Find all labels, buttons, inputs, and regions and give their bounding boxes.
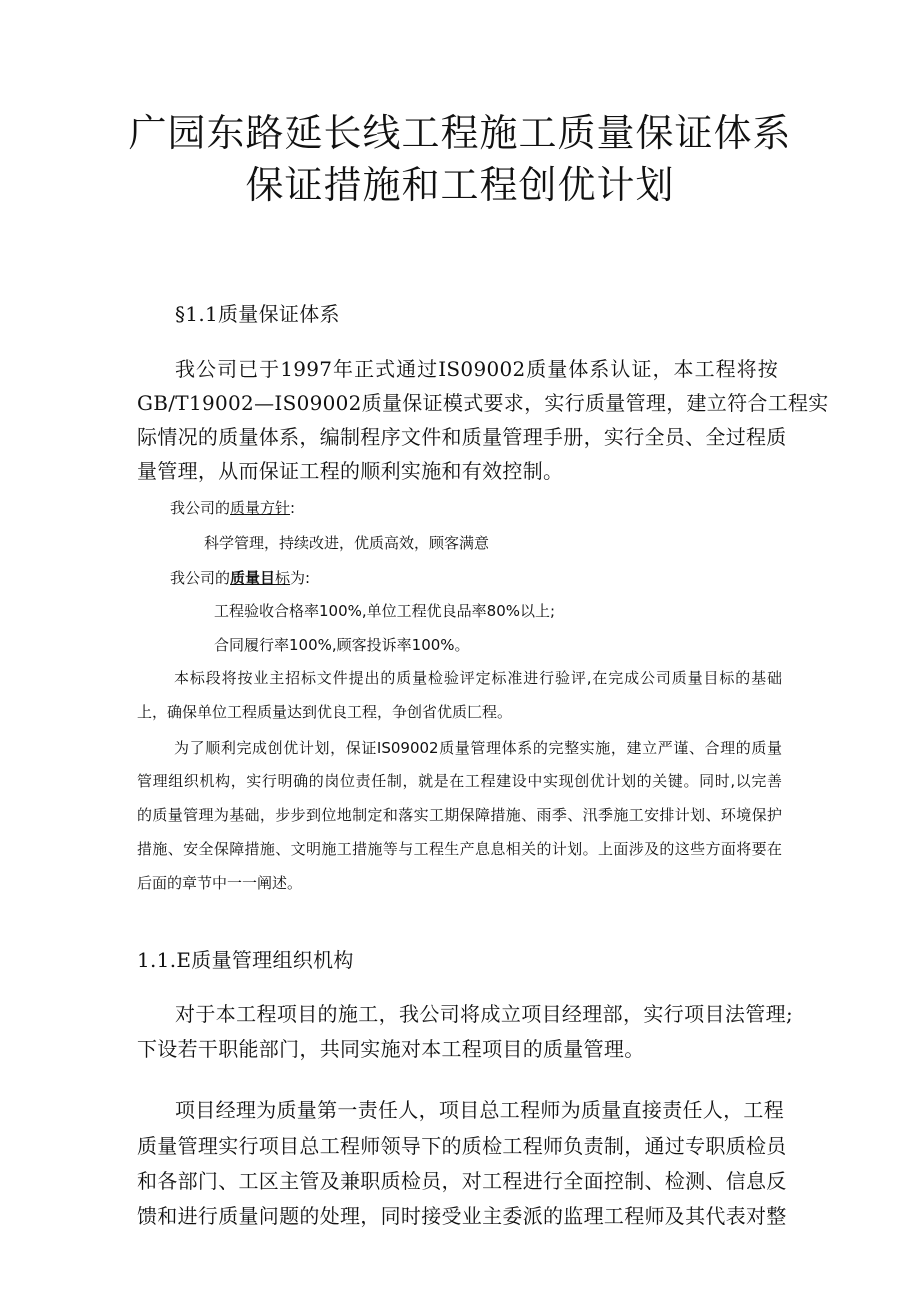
paragraph-line: 质量管理实行项目总工程师领导下的质检工程师负责制，通过专职质检员: [137, 1134, 787, 1158]
paragraph-line: 的质量管理为基础，步步到位地制定和落实工期保障措施、雨季、汛季施工安排计划、环境保护: [137, 806, 782, 824]
quality-policy-text: 科学管理，持续改进，优质高效，顾客满意: [204, 534, 490, 552]
quality-goal-label: 我公司的质量目标为:: [170, 569, 311, 587]
section-heading-1-1-e: 1.1.E质量管理组织机构: [137, 948, 354, 972]
quality-goal-item: 合同履行率100%,顾客投诉率100%。: [214, 636, 470, 654]
paragraph-line: 我公司已于1997年正式通过IS09002质量体系认证，本工程将按: [175, 357, 778, 381]
paragraph-line: 管理组织机构，实行明确的岗位责任制，就是在工程建设中实现创优计划的关键。同时,以完善: [137, 772, 782, 790]
paragraph-line: 后面的章节中一一阐述。: [137, 874, 303, 892]
paragraph-line: 本标段将按业主招标文件提出的质量检验评定标准进行验评,在完成公司质量目标的基础: [174, 669, 782, 687]
paragraph-line: 和各部门、工区主管及兼职质检员，对工程进行全面控制、检测、信息反: [137, 1169, 787, 1193]
paragraph-line: 措施、安全保障措施、文明施工措施等与工程生产息息相关的计划。上面涉及的这些方面将要在: [137, 840, 782, 858]
paragraph-line: 上，确保单位工程质量达到优良工程，争创省优质匚程。: [137, 703, 513, 721]
paragraph-line: 量管理，从而保证工程的顺利实施和有效控制。: [137, 459, 564, 483]
paragraph-line: 际情况的质量体系，编制程序文件和质量管理手册，实行全员、全过程质: [137, 425, 787, 449]
quality-goal-item: 工程验收合格率100%,单位工程优良品率80%以上;: [214, 602, 556, 620]
document-title-line-1: 广园东路延长线工程施工质量保证体系: [128, 111, 792, 155]
document-title-line-2: 保证措施和工程创优计划: [245, 163, 675, 207]
paragraph-line: 项目经理为质量第一责任人，项目总工程师为质量直接责任人，工程: [175, 1098, 784, 1122]
paragraph-line: GB/T19002—IS09002质量保证模式要求，实行质量管理，建立符合工程实: [137, 391, 829, 415]
paragraph-line: 对于本工程项目的施工，我公司将成立项目经理部，实行项目法管理;: [175, 1002, 793, 1026]
section-heading-1-1: §1.1质量保证体系: [175, 302, 340, 326]
paragraph-line: 下设若干职能部门，共同实施对本工程项目的质量管理。: [137, 1037, 645, 1061]
quality-policy-label: 我公司的质量方针:: [170, 499, 296, 517]
paragraph-line: 为了顺利完成创优计划，保证IS09002质量管理体系的完整实施，建立严谨、合理的质量: [174, 739, 782, 757]
paragraph-line: 馈和进行质量问题的处理，同时接受业主委派的监理工程师及其代表对整: [137, 1204, 787, 1228]
